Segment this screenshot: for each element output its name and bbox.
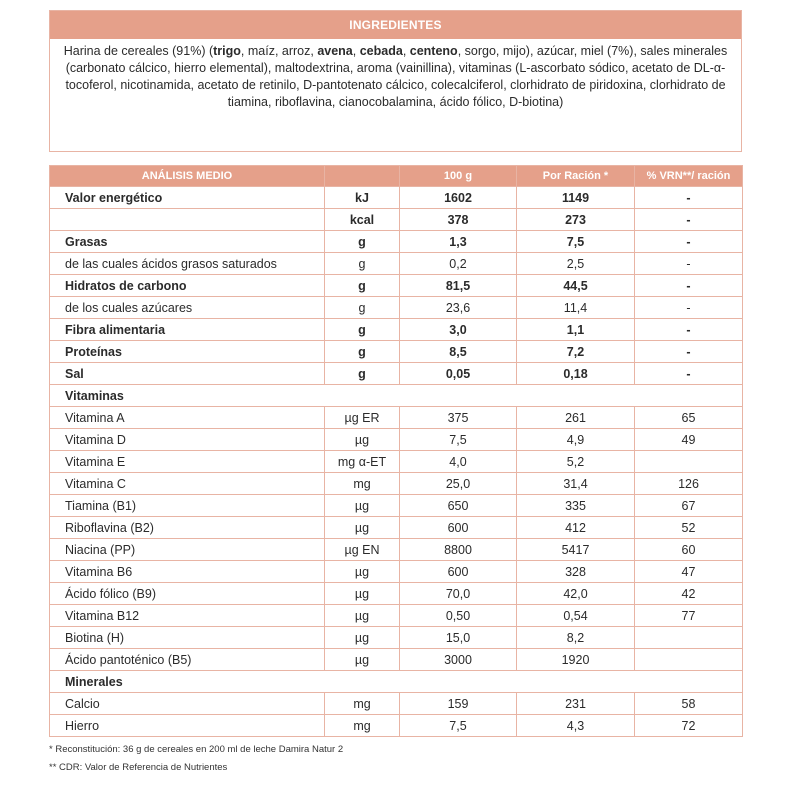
vrn-cell xyxy=(635,649,743,671)
per-serving-cell: 1920 xyxy=(517,649,635,671)
nutrient-name: Hierro xyxy=(50,715,325,737)
table-row xyxy=(50,407,743,429)
table-row xyxy=(50,187,743,209)
vrn-cell: 47 xyxy=(635,561,743,583)
unit-cell: µg xyxy=(325,583,400,605)
vrn-cell: 126 xyxy=(635,473,743,495)
per-100g-cell: 4,0 xyxy=(400,451,517,473)
header-vrn: % VRN**/ ración xyxy=(635,166,743,187)
ingredient-text: , xyxy=(352,44,360,58)
per-serving-cell: 4,3 xyxy=(517,715,635,737)
vrn-cell: - xyxy=(635,187,743,209)
ingredient-text: Harina de cereales (91%) ( xyxy=(63,44,214,58)
header-per-serving: Por Ración * xyxy=(517,166,635,187)
vrn-cell: 72 xyxy=(635,715,743,737)
table-row xyxy=(50,429,743,451)
vrn-cell: 58 xyxy=(635,693,743,715)
per-100g-cell: 8800 xyxy=(400,539,517,561)
per-100g-cell: 378 xyxy=(400,209,517,231)
ingredients-text xyxy=(50,39,741,111)
nutrient-name: Grasas xyxy=(50,231,325,253)
table-header-row xyxy=(50,166,743,187)
per-100g-cell: 0,50 xyxy=(400,605,517,627)
vrn-cell: - xyxy=(635,253,743,275)
vrn-cell: 49 xyxy=(635,429,743,451)
vrn-cell xyxy=(635,627,743,649)
table-row xyxy=(50,605,743,627)
unit-cell: mg xyxy=(325,715,400,737)
vrn-cell: - xyxy=(635,275,743,297)
unit-cell: mg xyxy=(325,473,400,495)
per-100g-cell: 375 xyxy=(400,407,517,429)
nutrient-name: de los cuales azúcares xyxy=(50,297,325,319)
table-row xyxy=(50,319,743,341)
nutrient-name: Tiamina (B1) xyxy=(50,495,325,517)
nutrient-name: Vitamina B12 xyxy=(50,605,325,627)
per-100g-cell: 1,3 xyxy=(400,231,517,253)
ingredient-allergen: trigo xyxy=(213,44,241,58)
per-serving-cell: 8,2 xyxy=(517,627,635,649)
per-serving-cell: 231 xyxy=(517,693,635,715)
section-row xyxy=(50,671,743,693)
header-per-100g: 100 g xyxy=(400,166,517,187)
unit-cell: g xyxy=(325,253,400,275)
ingredient-allergen: cebada xyxy=(359,44,403,58)
per-100g-cell: 650 xyxy=(400,495,517,517)
per-100g-cell: 7,5 xyxy=(400,715,517,737)
nutrient-name: Hidratos de carbono xyxy=(50,275,325,297)
table-row xyxy=(50,627,743,649)
table-row xyxy=(50,539,743,561)
nutrient-name: Biotina (H) xyxy=(50,627,325,649)
table-row xyxy=(50,209,743,231)
nutrient-name: Fibra alimentaria xyxy=(50,319,325,341)
unit-cell: g xyxy=(325,363,400,385)
table-row xyxy=(50,649,743,671)
vrn-cell: - xyxy=(635,363,743,385)
footnote-cdr: ** CDR: Valor de Referencia de Nutrientes xyxy=(49,762,228,773)
per-100g-cell: 159 xyxy=(400,693,517,715)
per-serving-cell: 7,5 xyxy=(517,231,635,253)
table-row xyxy=(50,363,743,385)
per-serving-cell: 44,5 xyxy=(517,275,635,297)
nutrient-name: Sal xyxy=(50,363,325,385)
table-row xyxy=(50,473,743,495)
vrn-cell: 65 xyxy=(635,407,743,429)
ingredient-text: , sorgo, mijo), azúcar, miel (7%), sales minerales (carbonato cálcico, hierro elemental), maltodextrina, aroma (vainillina), vitaminas (L-ascorbato sódico, acetato de DL-α- tocoferol, nicotinamida, acetato de retinilo, D-pantotenato cálcico, colecalciferol, clorhidrato de piridoxina, clorhidrato de tiamina, riboflavina, cianocobalamina, ácido fólico, D-biotina) xyxy=(65,44,728,109)
vrn-cell: 60 xyxy=(635,539,743,561)
per-serving-cell: 328 xyxy=(517,561,635,583)
vrn-cell xyxy=(635,451,743,473)
vrn-cell: - xyxy=(635,209,743,231)
per-100g-cell: 23,6 xyxy=(400,297,517,319)
nutrient-name: Riboflavina (B2) xyxy=(50,517,325,539)
per-serving-cell: 0,54 xyxy=(517,605,635,627)
unit-cell: g xyxy=(325,297,400,319)
nutrient-name: Vitamina D xyxy=(50,429,325,451)
per-serving-cell: 31,4 xyxy=(517,473,635,495)
section-label: Vitaminas xyxy=(50,385,743,407)
footnote-reconstitution: * Reconstitución: 36 g de cereales en 200 ml de leche Damira Natur 2 xyxy=(49,744,344,755)
ingredients-box xyxy=(49,10,742,152)
table-row xyxy=(50,495,743,517)
nutrient-name xyxy=(50,209,325,231)
nutrient-name: de las cuales ácidos grasos saturados xyxy=(50,253,325,275)
vrn-cell: 67 xyxy=(635,495,743,517)
unit-cell: µg xyxy=(325,605,400,627)
vrn-cell: - xyxy=(635,319,743,341)
unit-cell: µg xyxy=(325,627,400,649)
nutrient-name: Valor energético xyxy=(50,187,325,209)
per-serving-cell: 2,5 xyxy=(517,253,635,275)
per-100g-cell: 15,0 xyxy=(400,627,517,649)
unit-cell: g xyxy=(325,341,400,363)
ingredient-text: , maíz, arroz, xyxy=(240,44,318,58)
unit-cell: µg xyxy=(325,561,400,583)
per-serving-cell: 1,1 xyxy=(517,319,635,341)
per-100g-cell: 81,5 xyxy=(400,275,517,297)
unit-cell: mg xyxy=(325,693,400,715)
vrn-cell: 52 xyxy=(635,517,743,539)
unit-cell: µg xyxy=(325,429,400,451)
per-serving-cell: 1149 xyxy=(517,187,635,209)
header-unit xyxy=(325,166,400,187)
per-100g-cell: 3000 xyxy=(400,649,517,671)
header-analysis: ANÁLISIS MEDIO xyxy=(50,166,325,187)
table-row xyxy=(50,583,743,605)
per-100g-cell: 1602 xyxy=(400,187,517,209)
table-row xyxy=(50,451,743,473)
ingredient-allergen: avena xyxy=(317,44,353,58)
table-row xyxy=(50,253,743,275)
per-serving-cell: 42,0 xyxy=(517,583,635,605)
per-serving-cell: 5417 xyxy=(517,539,635,561)
nutrient-name: Vitamina C xyxy=(50,473,325,495)
per-serving-cell: 0,18 xyxy=(517,363,635,385)
table-row xyxy=(50,231,743,253)
unit-cell: µg xyxy=(325,517,400,539)
nutrient-name: Vitamina E xyxy=(50,451,325,473)
table-row xyxy=(50,517,743,539)
ingredient-text: , xyxy=(402,44,410,58)
nutrition-table xyxy=(49,165,743,737)
per-serving-cell: 4,9 xyxy=(517,429,635,451)
unit-cell: mg α-ET xyxy=(325,451,400,473)
section-label: Minerales xyxy=(50,671,743,693)
nutrient-name: Ácido fólico (B9) xyxy=(50,583,325,605)
unit-cell: µg ER xyxy=(325,407,400,429)
vrn-cell: - xyxy=(635,341,743,363)
per-100g-cell: 70,0 xyxy=(400,583,517,605)
per-100g-cell: 25,0 xyxy=(400,473,517,495)
unit-cell: µg xyxy=(325,649,400,671)
per-100g-cell: 0,05 xyxy=(400,363,517,385)
table-row xyxy=(50,297,743,319)
per-100g-cell: 0,2 xyxy=(400,253,517,275)
vrn-cell: 77 xyxy=(635,605,743,627)
nutrient-name: Ácido pantoténico (B5) xyxy=(50,649,325,671)
per-serving-cell: 11,4 xyxy=(517,297,635,319)
per-100g-cell: 8,5 xyxy=(400,341,517,363)
per-serving-cell: 5,2 xyxy=(517,451,635,473)
per-100g-cell: 3,0 xyxy=(400,319,517,341)
nutrient-name: Proteínas xyxy=(50,341,325,363)
per-serving-cell: 261 xyxy=(517,407,635,429)
table-row xyxy=(50,715,743,737)
table-row xyxy=(50,693,743,715)
vrn-cell: 42 xyxy=(635,583,743,605)
unit-cell: g xyxy=(325,319,400,341)
vrn-cell: - xyxy=(635,231,743,253)
per-100g-cell: 600 xyxy=(400,517,517,539)
unit-cell: kcal xyxy=(325,209,400,231)
ingredients-title: INGREDIENTES xyxy=(50,11,741,39)
table-row xyxy=(50,275,743,297)
table-row xyxy=(50,561,743,583)
nutrient-name: Vitamina B6 xyxy=(50,561,325,583)
vrn-cell: - xyxy=(635,297,743,319)
table-row xyxy=(50,341,743,363)
per-serving-cell: 412 xyxy=(517,517,635,539)
per-serving-cell: 273 xyxy=(517,209,635,231)
nutrient-name: Niacina (PP) xyxy=(50,539,325,561)
nutrient-name: Calcio xyxy=(50,693,325,715)
per-100g-cell: 7,5 xyxy=(400,429,517,451)
section-row xyxy=(50,385,743,407)
ingredient-allergen: centeno xyxy=(409,44,458,58)
per-serving-cell: 7,2 xyxy=(517,341,635,363)
unit-cell: µg xyxy=(325,495,400,517)
unit-cell: g xyxy=(325,275,400,297)
per-serving-cell: 335 xyxy=(517,495,635,517)
unit-cell: kJ xyxy=(325,187,400,209)
unit-cell: µg EN xyxy=(325,539,400,561)
unit-cell: g xyxy=(325,231,400,253)
nutrient-name: Vitamina A xyxy=(50,407,325,429)
per-100g-cell: 600 xyxy=(400,561,517,583)
